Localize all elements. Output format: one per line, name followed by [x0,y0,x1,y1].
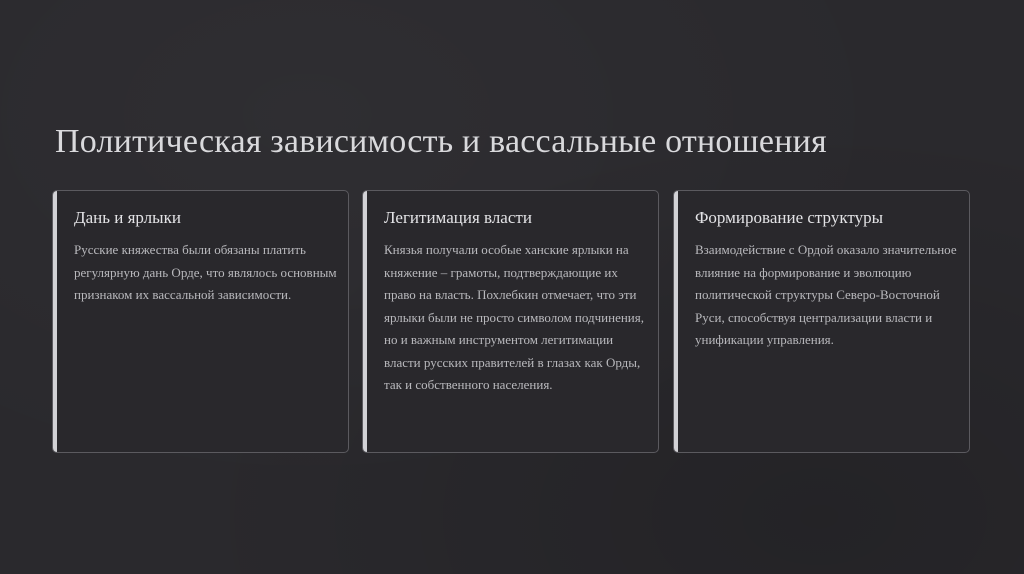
card-legitimation-of-power [362,190,659,453]
card-accent-bar [363,191,367,452]
card-accent-bar [674,191,678,452]
slide-title: Политическая зависимость и вассальные отношения [55,123,827,160]
card-heading: Легитимация власти [384,208,532,227]
card-accent-bar [53,191,57,452]
card-text: Русские княжества были обязаны платить регулярную дань Орде, что являлось основным признаком их вассальной зависимости. [74,242,337,302]
card-tribute-and-yarlyks [52,190,349,453]
card-text: Князья получали особые ханские ярлыки на княжение – грамоты, подтверждающие их право на власть. Похлебкин отмечает, что эти ярлыки были не просто символом подчинения, но и важным инструментом легитимации власти русских правителей в глазах как Орды, так и собственного населения. [384,242,644,392]
card-text: Взаимодействие с Ордой оказало значительное влияние на формирование и эволюцию политической структуры Северо-Восточной Руси, способствуя централизации власти и унификации управления. [695,242,957,347]
card-heading: Дань и ярлыки [74,208,181,227]
card-heading: Формирование структуры [695,208,883,227]
card-structure-formation [673,190,970,453]
